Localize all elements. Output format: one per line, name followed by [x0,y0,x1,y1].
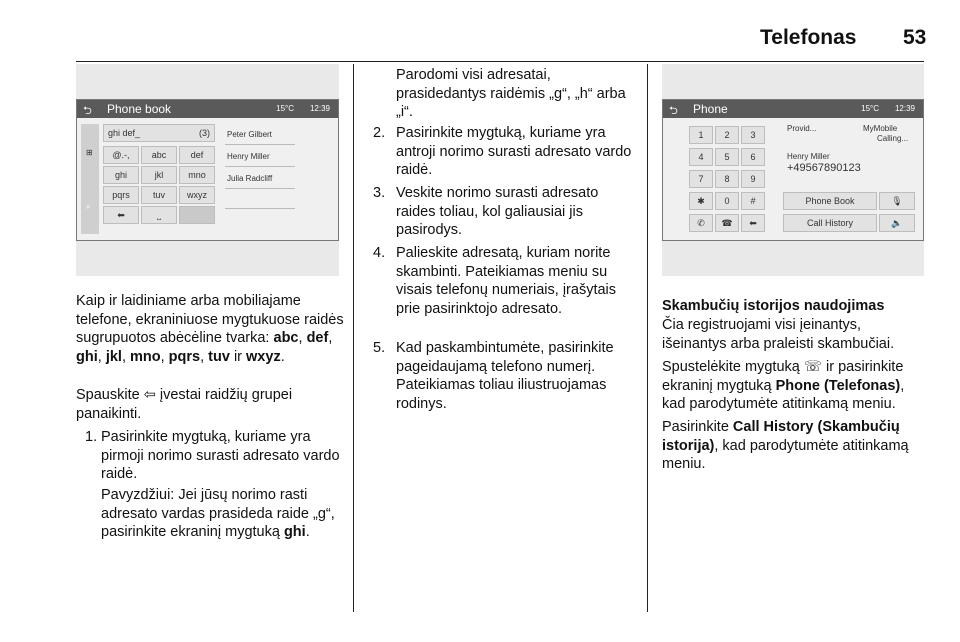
digit-key[interactable]: # [741,192,765,210]
button-ref: ghi [283,524,306,540]
clock: 12:39 [309,104,330,113]
contact-item[interactable]: Julia Radcliff [227,174,273,183]
back-icon[interactable]: ⮌ [669,105,678,117]
key-ghi[interactable]: ghi [103,166,139,184]
key-sym[interactable]: @.-, [103,146,139,164]
backspace-key[interactable]: ⬅ [741,214,765,232]
key-abc[interactable]: abc [141,146,177,164]
divider [225,144,295,145]
digit-key[interactable]: 1 [689,126,713,144]
contact-item[interactable]: Henry Miller [227,152,270,161]
section-heading: Skambučių istorijos naudojimas [662,298,885,314]
digit-key[interactable]: 6 [741,148,765,166]
history-paragraph: Čia registruojami visi įeinantys, išeinantys arba praleisti skambučiai. [662,317,895,352]
list-item: Kad paskambintumėte, pasirinkite pageidaujamą telefono numerį. Pateikiamas toliau iliustruojamas rodinys. [396,340,614,412]
digit-key[interactable]: 9 [741,170,765,188]
search-icon[interactable]: ⌕ [86,202,91,211]
digit-key[interactable]: 4 [689,148,713,166]
example-paragraph: Pavyzdžiui: Jei jūsų norimo rasti adresato vardas prasideda raide „g“, pasirinkite ekraninį mygtuką ghi. [101,487,335,540]
key-mno[interactable]: mno [179,166,215,184]
call-history-paragraph [662,418,927,474]
page-number: 53 [903,26,927,49]
digit-key[interactable]: 2 [715,126,739,144]
letter-group: ghi [76,348,98,365]
letter-group: wxyz [246,348,281,365]
back-icon[interactable]: ⮌ [83,105,92,117]
key-tuv[interactable]: tuv [141,186,177,204]
call-history-text: , kad parodytumėte atitinkamą meniu. [662,437,909,472]
letter-group: abc [273,330,299,346]
speaker-button[interactable]: 🔈 [879,214,915,232]
intro-text: Kaip ir laidiniame arba mobiliajame telefone, ekraniniuose mygtukuose raidės sugrupuotos abėcėline tvarka: [76,293,344,346]
digit-key[interactable]: 8 [715,170,739,188]
list-number: 2. [373,125,386,141]
digit-key[interactable]: 0 [715,192,739,210]
contacts-icon[interactable]: ⊞ [86,148,93,157]
side-panel [81,124,99,234]
phone-book-button[interactable]: Phone Book [783,192,877,210]
digit-key[interactable]: 5 [715,148,739,166]
mobile-label: MyMobile [863,124,898,133]
screen-title: Phone [693,102,728,116]
call-key[interactable]: ✆ [689,214,713,232]
backspace-paragraph: Spauskite ⇦ įvestai raidžių grupei panaikinti. [76,387,293,422]
result-count: (3) [199,128,210,138]
phone-button-paragraph [662,358,927,414]
phone-icon: ☏ [803,359,822,375]
list-item: Pasirinkite mygtuką, kuriame yra antroji norimo surasti adresato vardo raidė. [396,125,632,178]
column-divider [353,64,354,612]
header-rule [76,61,924,62]
phonebook-screen [76,99,339,241]
list-number: 4. [373,245,386,261]
call-history-text: Pasirinkite [662,419,729,435]
button-ref: Call History (Skambučių istorija) [662,419,900,454]
provider-label: Provid... [787,124,817,133]
key-pqrs[interactable]: pqrs [103,186,139,204]
blank-key [179,206,215,224]
title-bar [663,100,923,118]
list-number: 1. [85,429,98,445]
phone-text: Spustelėkite mygtuką [662,359,800,375]
list-item: Pasirinkite mygtuką, kuriame yra pirmoji norimo surasti adresato vardo raidė. [101,429,340,482]
button-ref: Phone (Telefonas) [775,377,901,394]
search-text: ghi def_ [108,128,141,138]
hangup-key[interactable]: ☎ [715,214,739,232]
title-bar [77,100,338,118]
list-number: 3. [373,185,386,201]
digit-key[interactable]: 7 [689,170,713,188]
contact-name: Henry Miller [787,152,830,161]
temperature: 15°C [861,104,879,113]
intro-paragraph: Kaip ir laidiniame arba mobiliajame telefone, ekraniniuose mygtukuose raidės sugrupuotos abėcėline tvarka: abc, def, ghi, jkl, mno, pqrs, tuv ir wxyz. [76,293,344,365]
digit-key[interactable]: ✱ [689,192,713,210]
letter-group: tuv [208,348,230,365]
key-jkl[interactable]: jkl [141,166,177,184]
divider [225,166,295,167]
temperature: 15°C [276,104,294,113]
search-field[interactable] [103,124,215,142]
screen-title: Phone book [107,102,172,116]
key-def[interactable]: def [179,146,215,164]
letter-group: jkl [105,348,122,365]
example-text: Pavyzdžiui: Jei jūsų norimo rasti adresato vardas prasideda raide „g“, pasirinkite ekraninį mygtuką [101,487,335,540]
list-item: Palieskite adresatą, kuriam norite skambinti. Pateikiamas meniu su visais telefonų numeriais, įrašytais prie pasirinktojo adresato. [396,245,617,317]
mute-button[interactable]: 🎙 [879,192,915,210]
phone-screen [662,99,924,241]
list-number: 5. [373,340,386,356]
phone-screenshot [662,64,924,276]
space-key[interactable]: ⎵ [141,206,177,224]
list-item: Veskite norimo surasti adresato raides toliau, kol galiausiai jis pasirodys. [396,185,599,238]
contact-item[interactable]: Peter Gilbert [227,130,272,139]
call-status: Calling... [877,134,909,143]
column-divider [647,64,648,612]
phone-number: +49567890123 [787,162,861,174]
clock: 12:39 [894,104,915,113]
letter-group: mno [130,348,161,365]
letter-group: pqrs [168,348,201,365]
backspace-key[interactable]: ⬅ [103,206,139,224]
key-wxyz[interactable]: wxyz [179,186,215,204]
call-history-button[interactable]: Call History [783,214,877,232]
running-header-title: Telefonas [760,26,857,49]
conjunction: ir [233,348,242,365]
digit-key[interactable]: 3 [741,126,765,144]
divider [225,208,295,209]
divider [225,188,295,189]
phone-text: ir pasirinkite ekraninį mygtuką [662,359,904,394]
list-continuation: Parodomi visi adresatai, prasidedantys raidėmis „g“, „h“ arba „i“. [396,67,626,120]
phone-text: , kad parodytumėte atitinkamą meniu. [662,377,905,412]
letter-group: def [306,330,329,346]
phonebook-screenshot [76,64,339,276]
